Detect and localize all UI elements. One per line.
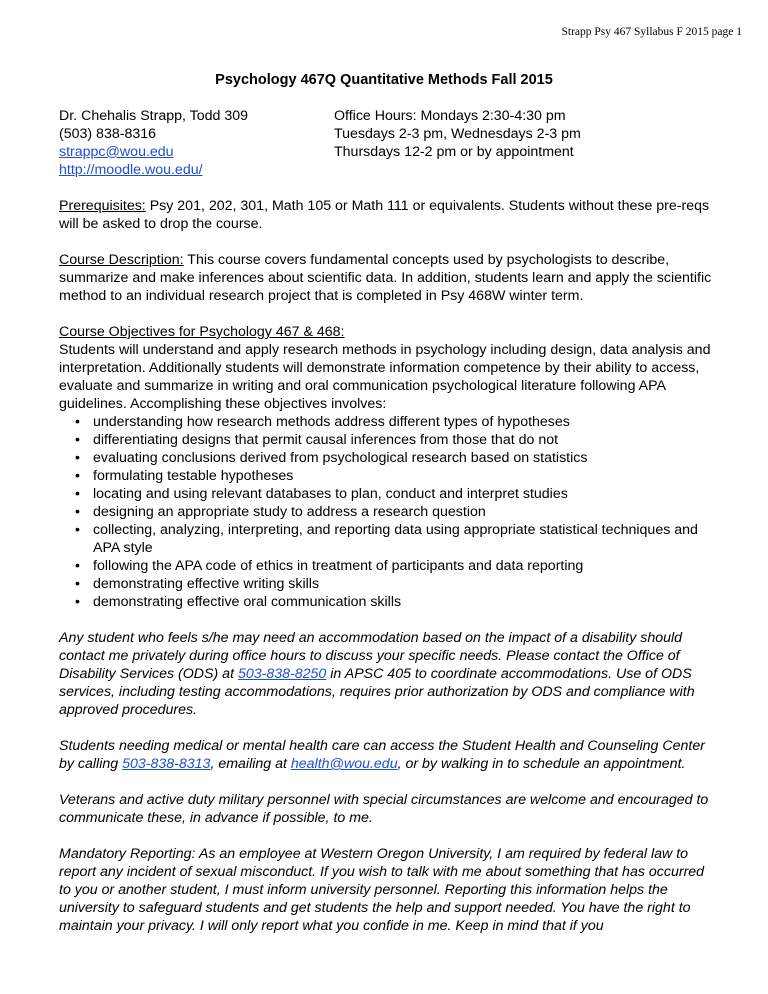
document-body	[59, 107, 719, 935]
ods-phone-link[interactable]: 503-838-8250	[237, 666, 327, 682]
instructor-name-office: Dr. Chehalis Strapp, Todd 309	[59, 108, 249, 124]
list-item: • differentiating designs that permit causal inferences from those that do not	[93, 431, 719, 449]
objectives-intro: Students will understand and apply research methods in psychology including design, data analysis and interpretation. Additionally students will demonstrate information competence by their ability to access, evaluate and summarize in writing and oral communication psychological literature following APA guidelines. Accomplishing these objectives involves:	[59, 342, 711, 412]
mandatory-reporting-paragraph	[59, 845, 719, 935]
health-phone-link[interactable]: 503-838-8313	[122, 756, 211, 772]
list-item: • evaluating conclusions derived from psychological research based on statistics	[93, 449, 719, 467]
moodle-website-link[interactable]: http://moodle.wou.edu/	[59, 162, 203, 178]
instructor-email-link[interactable]: strappc@wou.edu	[59, 144, 174, 160]
veterans-paragraph: Veterans and active duty military personnel with special circumstances are welcome and encouraged to communicate these, in advance if possible, to me.	[59, 792, 709, 826]
office-hours-line-3: Thursdays 12-2 pm or by appointment	[334, 144, 574, 160]
health-text-1: Students needing medical or mental health care can access the Student Health and Counseling Center by calling	[59, 738, 705, 772]
instructor-contact	[59, 107, 334, 179]
disability-text-1: Any student who feels s/he may need an accommodation based on the impact of a disability should contact me privately during office hours to discuss your specific needs. Please contact the Office of Disability Services (ODS) at	[59, 630, 683, 682]
disability-paragraph	[59, 629, 719, 719]
course-description-text: This course covers fundamental concepts used by psychologists to describe, summarize and make inferences about scientific data. In addition, students learn and apply the scientific method to an individual research project that is completed in Psy 468W winter term.	[59, 252, 712, 304]
prerequisites-paragraph	[59, 197, 719, 233]
health-email-link[interactable]: health@wou.edu	[290, 756, 398, 772]
health-text-2: , emailing at	[210, 756, 291, 772]
course-description-label: Course Description:	[59, 252, 184, 268]
mandatory-reporting-text: As an employee at Western Oregon University, I am required by federal law to report any incident of sexual misconduct. If you wish to talk with me about something that has occurred to you or another student, I must inform university personnel. Reporting this information helps the university to safeguard students and get students the help and support needed. You have the right to maintain your privacy. I will only report what you confide in me. Keep in mind that if you	[59, 846, 705, 934]
objectives-list	[59, 413, 719, 611]
list-item: • demonstrating effective oral communication skills	[93, 593, 719, 611]
prerequisites-label: Prerequisites:	[59, 198, 146, 214]
course-description-paragraph	[59, 251, 719, 305]
list-item: • designing an appropriate study to address a research question	[93, 503, 719, 521]
page-header: Strapp Psy 467 Syllabus F 2015 page 1	[561, 26, 742, 38]
list-item: • locating and using relevant databases to plan, conduct and interpret studies	[93, 485, 719, 503]
prerequisites-text: Psy 201, 202, 301, Math 105 or Math 111 or equivalents. Students without these pre-reqs will be asked to drop the course.	[59, 198, 710, 232]
list-item: • collecting, analyzing, interpreting, and reporting data using appropriate statistical techniques and APA style	[93, 521, 719, 557]
health-text-3: , or by walking in to schedule an appointment.	[397, 756, 686, 772]
list-item: • formulating testable hypotheses	[93, 467, 719, 485]
health-paragraph	[59, 737, 719, 773]
contact-block	[59, 107, 719, 179]
objectives-heading: Course Objectives for Psychology 467 & 468:	[59, 324, 345, 340]
instructor-phone: (503) 838-8316	[59, 126, 157, 142]
list-item: • demonstrating effective writing skills	[93, 575, 719, 593]
office-hours	[334, 107, 581, 179]
list-item: • understanding how research methods address different types of hypotheses	[93, 413, 719, 431]
office-hours-line-2: Tuesdays 2-3 pm, Wednesdays 2-3 pm	[334, 126, 581, 142]
mandatory-reporting-label: Mandatory Reporting:	[59, 846, 196, 862]
list-item: • following the APA code of ethics in treatment of participants and data reporting	[93, 557, 719, 575]
disability-text-2: in APSC 405 to coordinate accommodations. Use of ODS services, including testing accommodations, requires prior authorization by ODS and compliance with approved procedures.	[59, 666, 695, 718]
page-title: Psychology 467Q Quantitative Methods Fall 2015	[215, 72, 553, 88]
office-hours-line-1: Office Hours: Mondays 2:30-4:30 pm	[334, 108, 566, 124]
